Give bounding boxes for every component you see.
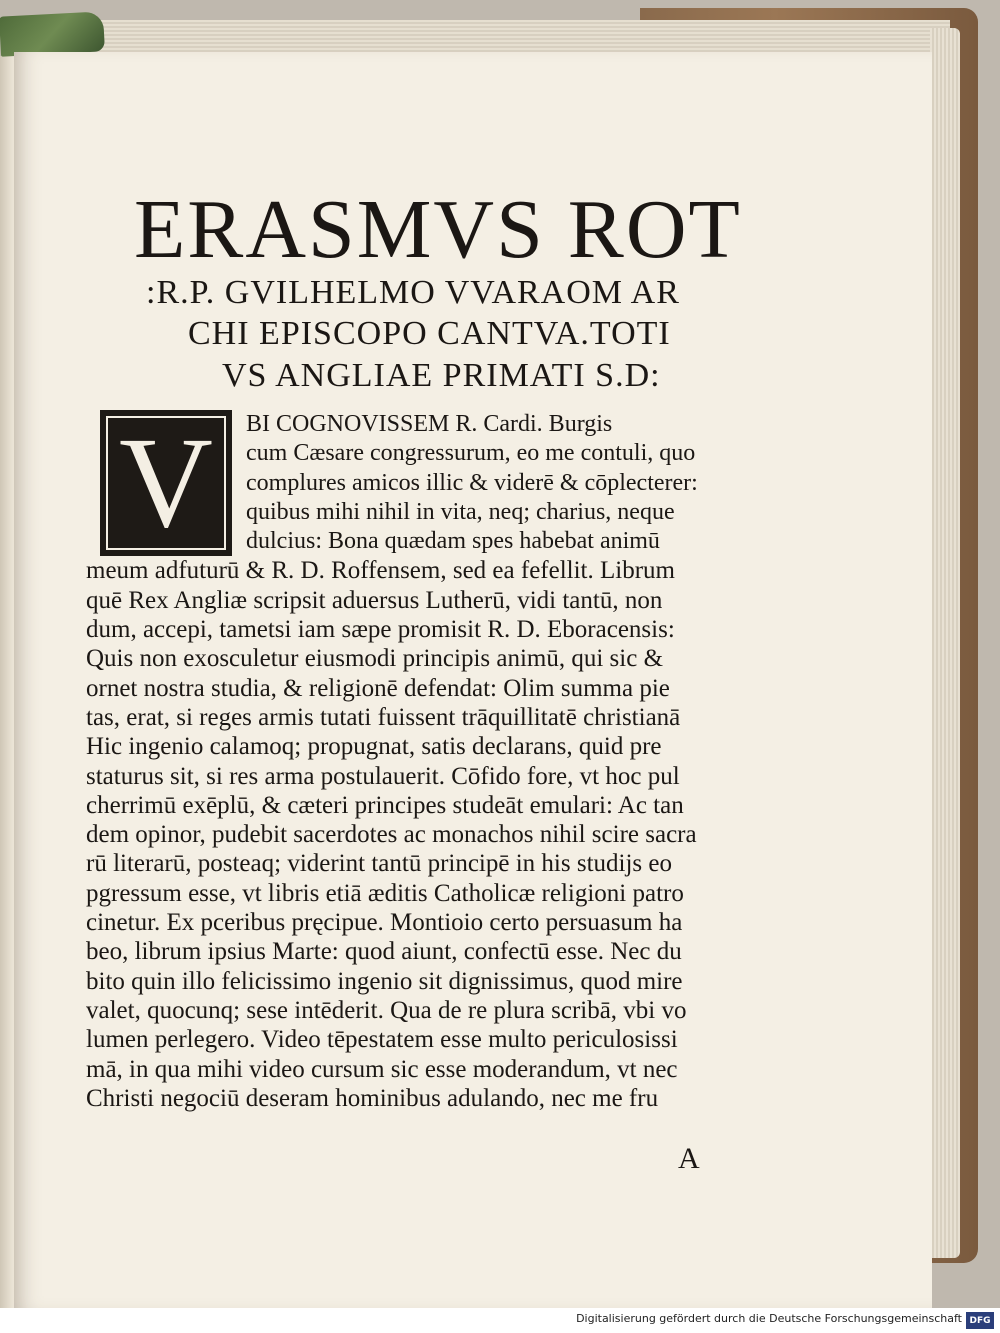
- body-line: BI COGNOVISSEM R. Cardi. Burgis: [246, 411, 613, 437]
- body-line: valet, quocunq; sese intēderit. Qua de re plura scribā, vbi vo: [86, 996, 687, 1024]
- dfg-logo-icon: DFG: [966, 1312, 994, 1329]
- body-line: dem opinor, pudebit sacerdotes ac monachos nihil scire sacra: [86, 821, 697, 849]
- body-line: beo, librum ipsius Marte: quod aiunt, confectū esse. Nec du: [86, 938, 682, 966]
- book-page: [14, 52, 932, 1308]
- footer-bar: [0, 1308, 1000, 1333]
- body-line: quē Rex Angliæ scripsit aduersus Lutherū, vidi tantū, non: [86, 586, 663, 614]
- page-edges-right: [930, 28, 960, 1258]
- text-block: [86, 183, 786, 1175]
- body-line: quibus mihi nihil in vita, neq; charius, neque: [246, 498, 675, 525]
- body-line: bito quin illo felicissimo ingenio sit dignissimus, quod mire: [86, 967, 683, 995]
- body-line: Christi negociū deseram hominibus adulando, nec me fru: [86, 1084, 659, 1112]
- body-line: complures amicos illic & viderē & cōplecterer:: [246, 469, 698, 496]
- body-line: lumen perlegero. Video tēpestatem esse multo periculosissi: [86, 1026, 678, 1054]
- title-line-1: :R.P. GVILHELMO VVARAOM AR: [146, 274, 680, 311]
- decorated-initial: V: [100, 410, 232, 556]
- page-title: ERASMVS ROT: [134, 183, 742, 276]
- body-line: Hic ingenio calamoq; propugnat, satis declarans, quid pre: [86, 733, 662, 761]
- body-line: dum, accepi, tametsi iam sæpe promisit R. D. Eboracensis:: [86, 616, 675, 644]
- body-line: cherrimū exēplū, & cæteri principes studeāt emulari: Ac tan: [86, 791, 684, 819]
- signature-mark: A: [678, 1142, 700, 1175]
- body-line: staturus sit, si res arma postulauerit. Cōfido fore, vt hoc pul: [86, 762, 680, 790]
- body-line: ornet nostra studia, & religionē defendat: Olim summa pie: [86, 674, 670, 702]
- body-line: mā, in qua mihi video cursum sic esse moderandum, vt nec: [86, 1055, 678, 1083]
- body-line: tas, erat, si reges armis tutati fuissent trāquillitatē christianā: [86, 703, 681, 731]
- body-line: cum Cæsare congressurum, eo me contuli, quo: [246, 440, 696, 467]
- body-line: dulcius: Bona quædam spes habebat animū: [246, 528, 660, 555]
- body-line: Quis non exosculetur eiusmodi principis animū, qui sic &: [86, 645, 664, 673]
- footer-credit: Digitalisierung gefördert durch die Deutsche Forschungsgemeinschaft: [576, 1312, 962, 1325]
- body-line: meum adfuturū & R. D. Roffensem, sed ea fefellit. Librum: [86, 557, 675, 585]
- bookmark-ribbon: [0, 11, 105, 56]
- title-line-2: CHI EPISCOPO CANTVA.TOTI: [188, 315, 671, 353]
- body-text: [86, 410, 786, 1113]
- body-line: rū literarū, posteaq; viderint tantū principē in his studijs eo: [86, 850, 672, 878]
- title-line-3: VS ANGLIAE PRIMATI S.D:: [222, 356, 661, 394]
- body-line: cinetur. Ex pceribus pręcipue. Montioio certo persuasum ha: [86, 909, 683, 937]
- body-line: pgressum esse, vt libris etiā æditis Catholicæ religioni patro: [86, 879, 684, 907]
